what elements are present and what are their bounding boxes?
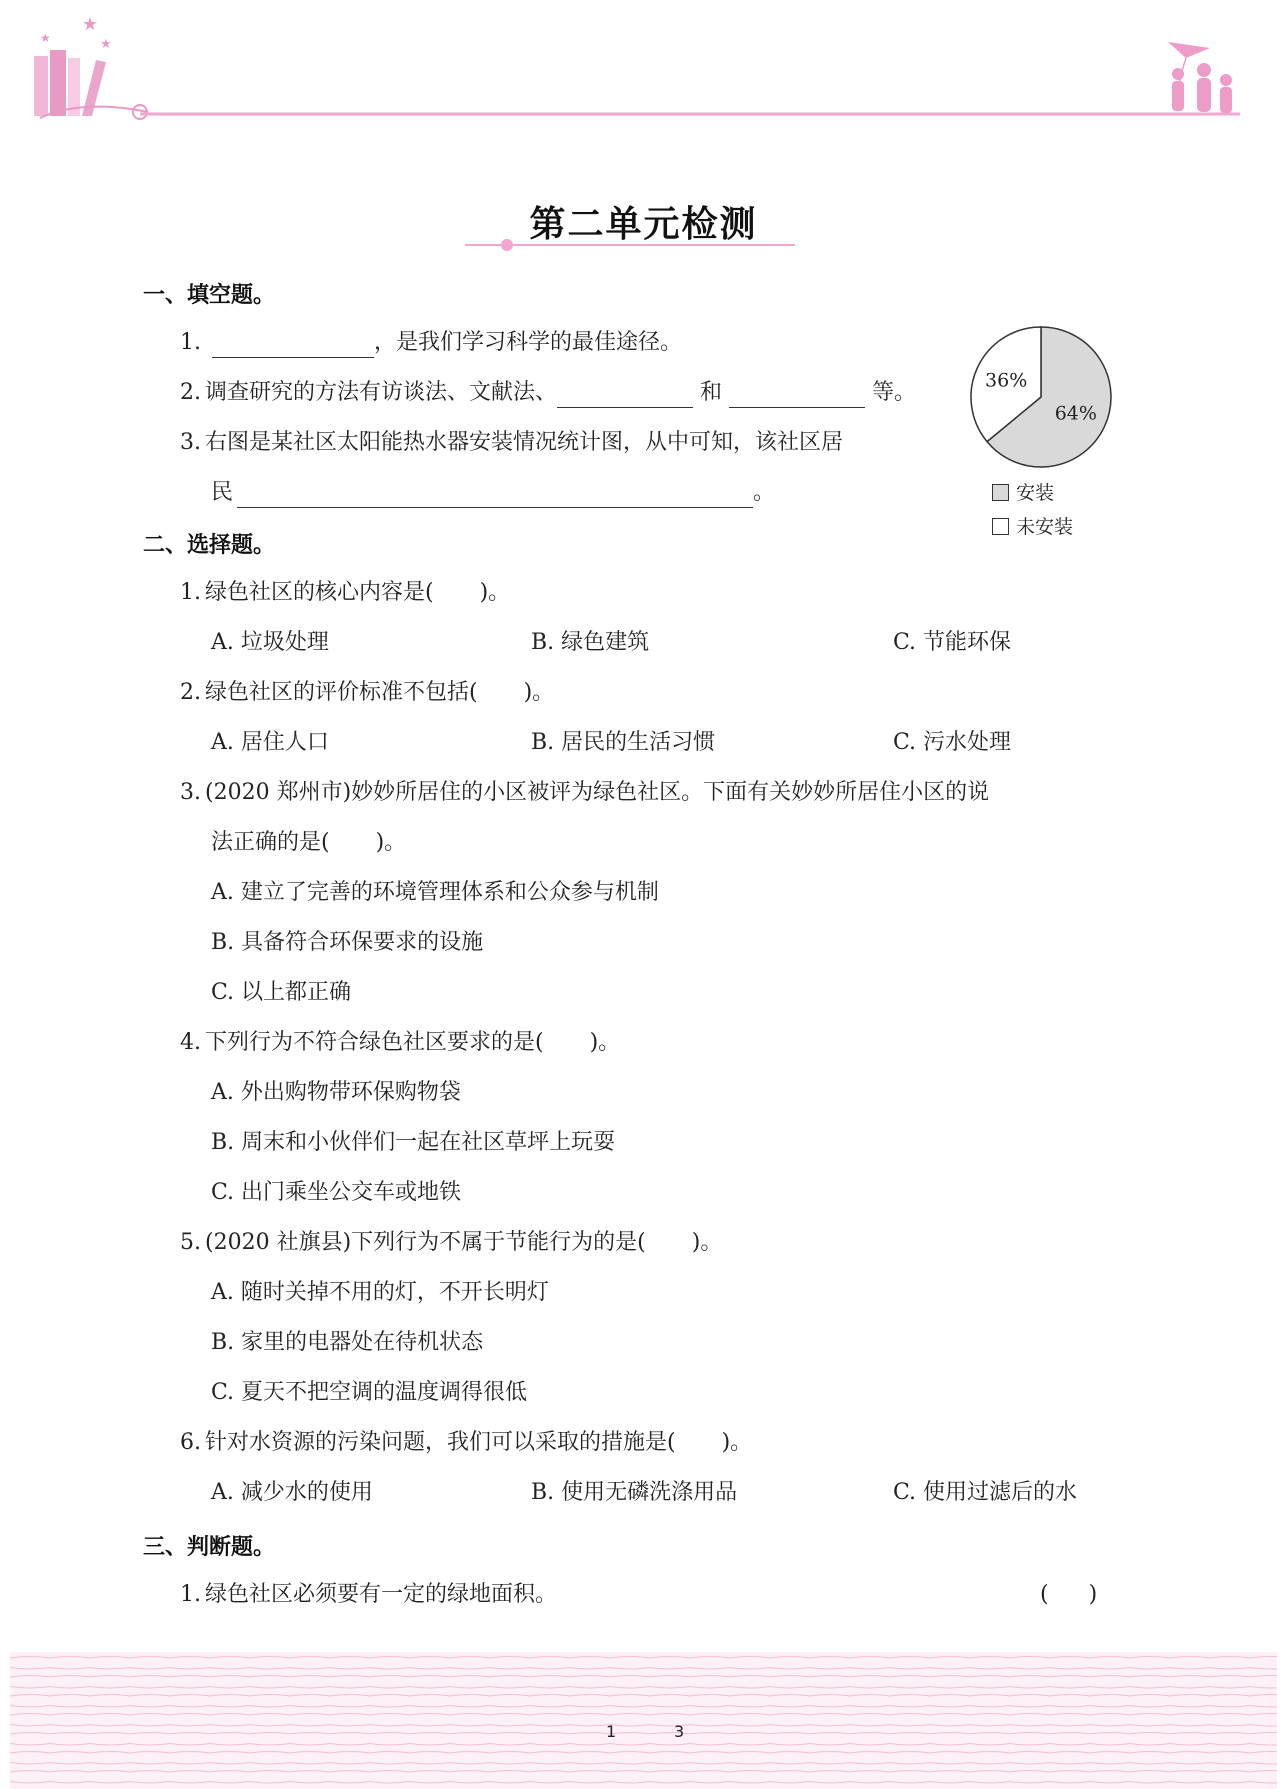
question-text: 。 xyxy=(753,480,776,505)
fill-question-3 xyxy=(180,428,843,458)
choice-question-4 xyxy=(180,1028,620,1058)
choice-question-6 xyxy=(180,1428,752,1458)
option-b[interactable]: B. 具备符合环保要求的设施 xyxy=(211,930,484,955)
question-number: 1. xyxy=(180,580,201,605)
pie-chart xyxy=(966,322,1116,542)
question-text: 等。 xyxy=(872,380,917,405)
option-c[interactable]: C. 污水处理 xyxy=(893,730,1012,755)
option-c[interactable]: C. 夏天不把空调的温度调得很低 xyxy=(211,1380,528,1405)
option-b[interactable]: B. 绿色建筑 xyxy=(531,630,650,655)
question-text: 民 xyxy=(211,480,234,505)
option-b[interactable]: B. 使用无磷洗涤用品 xyxy=(531,1480,738,1505)
paren-open: ( xyxy=(1040,1582,1049,1607)
question-text: 下列行为不属于节能行为的是( xyxy=(351,1230,646,1255)
option-a[interactable]: A. 建立了完善的环境管理体系和公众参与机制 xyxy=(211,880,659,905)
option-c[interactable]: C. 节能环保 xyxy=(893,630,1012,655)
pie-slice-label-1: 36% xyxy=(985,369,1028,392)
answer-blank[interactable] xyxy=(237,485,753,508)
footer-wave-band xyxy=(10,1652,1277,1789)
question-text: 绿色社区的评价标准不包括( xyxy=(205,680,478,705)
answer-blank[interactable] xyxy=(729,385,865,408)
judge-answer-slot[interactable] xyxy=(1040,1580,1097,1610)
question-text: 右图是某社区太阳能热水器安装情况统计图，从中可知，该社区居 xyxy=(205,430,844,455)
legend-swatch-installed xyxy=(992,484,1009,501)
question-text: 绿色社区的核心内容是( xyxy=(205,580,434,605)
question-text: )。 xyxy=(479,580,511,605)
option-c[interactable]: C. 出门乘坐公交车或地铁 xyxy=(211,1180,462,1205)
question-number: 1. xyxy=(180,1582,201,1607)
option-b[interactable]: B. 居民的生活习惯 xyxy=(531,730,716,755)
question-text: 针对水资源的污染问题，我们可以采取的措施是( xyxy=(205,1430,676,1455)
question-source: (2020 社旗县) xyxy=(205,1230,352,1255)
option-c[interactable]: C. 使用过滤后的水 xyxy=(893,1480,1078,1505)
question-number: 3. xyxy=(180,430,201,455)
section-heading-fill: 一、填空题。 xyxy=(143,282,276,308)
question-text: 下列行为不符合绿色社区要求的是( xyxy=(205,1030,544,1055)
choice-question-5 xyxy=(180,1228,722,1258)
choice-question-3-line2 xyxy=(211,828,406,858)
books-flower-icon xyxy=(34,14,148,119)
paren-close: ) xyxy=(1088,1582,1098,1607)
question-text: 法正确的是( xyxy=(211,830,330,855)
option-a[interactable]: A. 随时关掉不用的灯，不开长明灯 xyxy=(211,1280,549,1305)
svg-text:★: ★ xyxy=(82,14,99,35)
page-number-left: 1 xyxy=(606,1722,617,1741)
legend-item-not-installed xyxy=(992,512,1073,539)
question-number: 4. xyxy=(180,1030,201,1055)
question-number: 2. xyxy=(180,680,201,705)
question-text: )。 xyxy=(721,1430,753,1455)
svg-text:★: ★ xyxy=(100,37,112,52)
svg-text:★: ★ xyxy=(40,31,51,45)
fill-question-1 xyxy=(180,328,682,358)
answer-blank[interactable] xyxy=(212,335,374,358)
question-number: 6. xyxy=(180,1430,201,1455)
option-a[interactable]: A. 外出购物带环保购物袋 xyxy=(211,1080,461,1105)
option-a[interactable]: A. 垃圾处理 xyxy=(211,630,329,655)
choice-question-1 xyxy=(180,578,510,608)
section-heading-choice: 二、选择题。 xyxy=(143,532,276,558)
option-b[interactable]: B. 周末和小伙伴们一起在社区草坪上玩耍 xyxy=(211,1130,616,1155)
option-c[interactable]: C. 以上都正确 xyxy=(211,980,352,1005)
section-heading-judge: 三、判断题。 xyxy=(143,1534,276,1560)
pie-slice-label-0: 64% xyxy=(1054,402,1097,425)
option-a[interactable]: A. 减少水的使用 xyxy=(211,1480,373,1505)
question-text: ，是我们学习科学的最佳途径。 xyxy=(374,330,683,355)
page-title: 第二单元检测 xyxy=(529,203,758,245)
fill-question-2 xyxy=(180,378,916,408)
legend-item-installed xyxy=(992,478,1054,505)
page-number-right: 3 xyxy=(674,1722,685,1741)
choice-question-3 xyxy=(180,778,989,808)
question-text: 妙妙所居住的小区被评为绿色社区。下面有关妙妙所居住小区的说 xyxy=(351,780,990,805)
question-number: 2. xyxy=(180,380,201,405)
question-text: 调查研究的方法有访谈法、文献法、 xyxy=(205,380,558,405)
option-a[interactable]: A. 居住人口 xyxy=(211,730,329,755)
legend-label: 未安装 xyxy=(1016,516,1074,538)
fill-question-3-line2 xyxy=(211,478,775,508)
question-text: 绿色社区必须要有一定的绿地面积。 xyxy=(205,1582,558,1607)
question-text: )。 xyxy=(523,680,555,705)
question-text: )。 xyxy=(375,830,407,855)
question-text: 和 xyxy=(700,380,723,405)
legend-label: 安装 xyxy=(1016,482,1055,504)
answer-blank[interactable] xyxy=(557,385,693,408)
question-number: 3. xyxy=(180,780,201,805)
legend-swatch-not-installed xyxy=(992,518,1009,535)
children-kite-icon xyxy=(1168,42,1232,113)
pie-chart-svg xyxy=(966,322,1116,472)
question-source: (2020 郑州市) xyxy=(205,780,352,805)
title-underline xyxy=(465,238,795,252)
option-b[interactable]: B. 家里的电器处在待机状态 xyxy=(211,1330,484,1355)
question-text: )。 xyxy=(691,1230,723,1255)
header-decoration xyxy=(0,0,1287,140)
question-number: 5. xyxy=(180,1230,201,1255)
choice-question-2 xyxy=(180,678,554,708)
question-text: )。 xyxy=(589,1030,621,1055)
question-number: 1. xyxy=(180,330,201,355)
judge-question-1 xyxy=(180,1580,557,1610)
